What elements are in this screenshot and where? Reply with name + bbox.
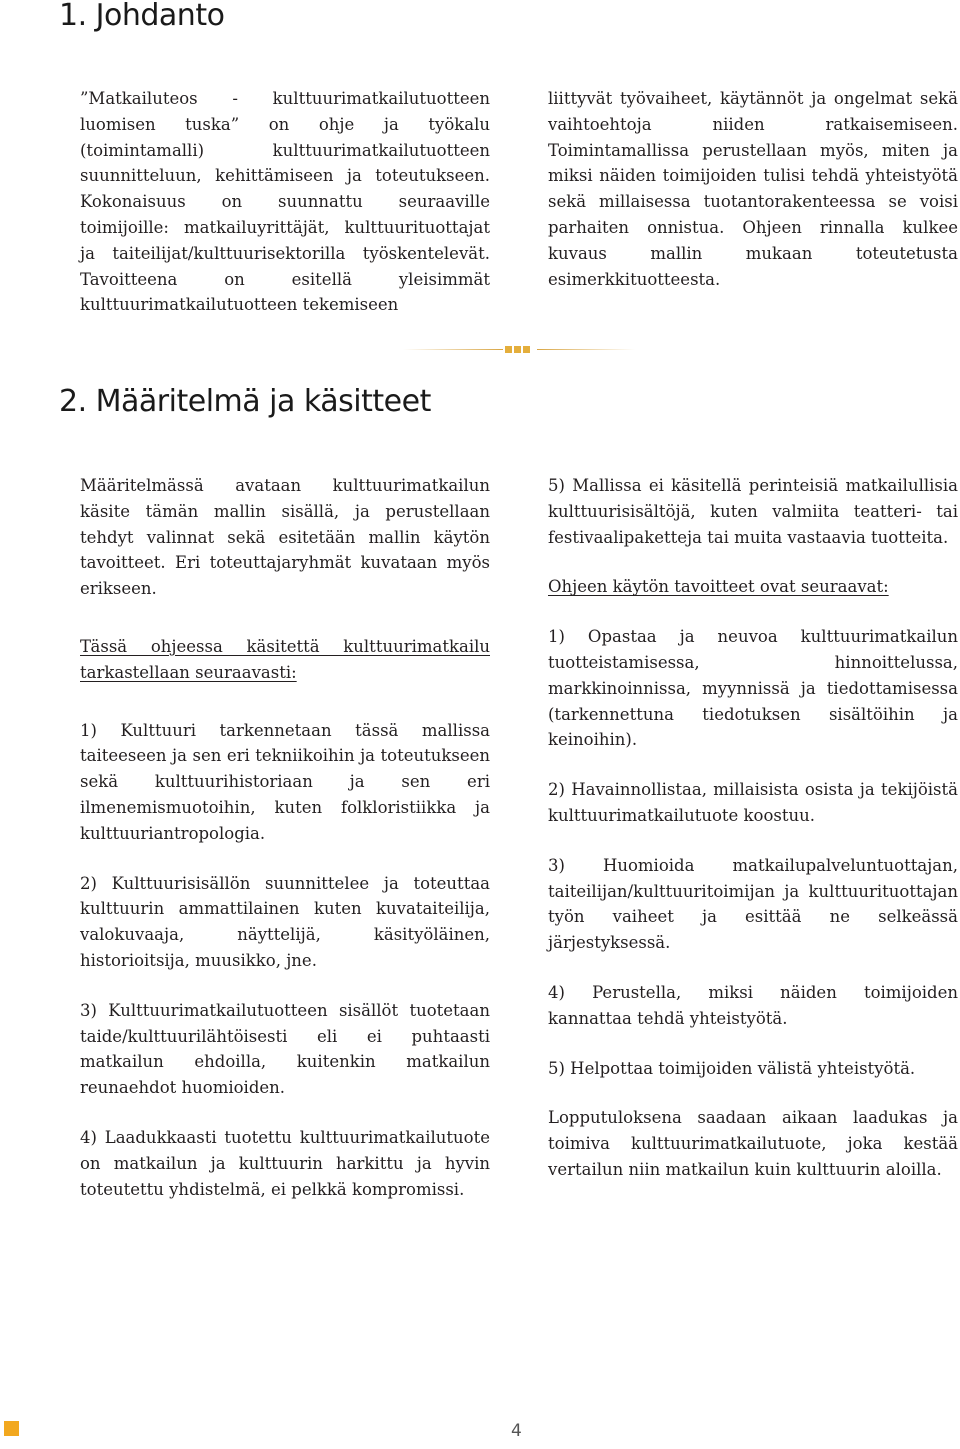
list-item: 4) Laadukkaasti tuotettu kulttuurimatkailutuote on matkailun ja kulttuurin harkittu ja hyvin toteutettu yhdistelmä, ei pelkkä kompromissi. — [80, 1127, 490, 1199]
list-item: 5) Mallissa ei käsitellä perinteisiä matkailullisia kulttuurisisältöjä, kuten valmiita teatteri- tai festivaalipaketteja tai muita vastaavia tuotteita. — [548, 476, 958, 547]
divider-line-right — [537, 349, 635, 350]
definition-intro: Määritelmässä avataan kulttuurimatkailun käsite tämän mallin sisällä, ja perustellaan tehdyt valinnat sekä esitetään mallin käytön tavoitteet. Eri toteuttajaryhmät kuvataan myös erikseen. — [80, 476, 490, 599]
goal-item: 1) Opastaa ja neuvoa kulttuurimatkailun tuotteistamisessa, hinnoittelussa, markkinoinnissa, myynnissä ja tiedottamisessa (tarkennettuna tiedotuksen sisältöihin ja keinoihin). — [548, 627, 958, 750]
divider-line-left — [403, 349, 503, 350]
section-2-title: 2. Määritelmä ja käsitteet — [59, 384, 431, 419]
section-1-title: 1. Johdanto — [59, 0, 225, 33]
definitions-left-column — [80, 473, 490, 1202]
subheading-concept: Tässä ohjeessa käsitettä kulttuurimatkailu tarkastellaan seuraavasti: — [80, 636, 490, 682]
intro-left-column — [80, 86, 490, 318]
page-number: 4 — [511, 1421, 522, 1441]
subheading-goals: Ohjeen käytön tavoitteet ovat seuraavat: — [548, 577, 889, 597]
divider-square-icon — [523, 346, 530, 353]
list-item: 1) Kulttuuri tarkennetaan tässä mallissa taiteeseen ja sen eri tekniikoihin ja toteutukseen sekä kulttuurihistoriaan ja sen eri ilmenemismuotoihin, kuten folkloristiikka ja kulttuuriantropologia. — [80, 720, 490, 843]
intro-paragraph-left: ”Matkailuteos - kulttuurimatkailutuotteen luomisen tuska” on ohje ja työkalu (toimintamalli) kulttuurimatkailutuotteen suunnitteluun, kehittämiseen ja toteutukseen. Kokonaisuus on suunnattu seuraaville toimijoille: matkailuyrittäjät, kulttuurituottajat ja taiteilijat/kulttuurisektorilla työskentelevät. Tavoitteena on esitellä yleisimmät kulttuurimatkailutuotteen tekemiseen — [80, 89, 490, 315]
ornament-divider — [403, 345, 635, 355]
footer-square-icon — [4, 1421, 19, 1436]
definitions-right-column — [548, 473, 958, 1183]
list-item: 2) Kulttuurisisällön suunnittelee ja toteuttaa kulttuurin ammattilainen kuten kuvataiteilija, valokuvaaja, näyttelijä, käsityöläinen, historioitsija, muusikko, jne. — [80, 873, 490, 970]
divider-square-icon — [505, 346, 512, 353]
intro-paragraph-right: liittyvät työvaiheet, käytännöt ja ongelmat sekä vaihtoehtoja niiden ratkaisemiseen. Toimintamallissa perustellaan myös, miten ja miksi näiden toimijoiden tulisi tehdä yhteistyötä sekä millaisessa tuotantorakenteessa se voisi parhaiten onnistua. Ohjeen rinnalla kulkee kuvaus mallin mukaan toteutetusta esimerkkituotteesta. — [548, 89, 958, 289]
goal-item: 4) Perustella, miksi näiden toimijoiden kannattaa tehdä yhteistyötä. — [548, 982, 958, 1028]
list-item: 3) Kulttuurimatkailutuotteen sisällöt tuotetaan taide/kulttuurilähtöisesti eli ei puhtaasti matkailun ehdoilla, kuitenkin matkailun reunaehdot huomioiden. — [80, 1000, 490, 1098]
goal-item: 3) Huomioida matkailupalveluntuottajan, taiteilijan/kulttuuritoimijan ja kulttuurituottajan työn vaiheet ja esittää ne selkeässä järjestyksessä. — [548, 855, 958, 953]
intro-right-column — [548, 86, 958, 292]
goal-item: 5) Helpottaa toimijoiden välistä yhteistyötä. — [548, 1058, 916, 1078]
divider-square-icon — [514, 346, 521, 353]
goal-item: 2) Havainnollistaa, millaisista osista ja tekijöistä kulttuurimatkailutuote koostuu. — [548, 780, 958, 825]
conclusion-paragraph: Lopputuloksena saadaan aikaan laadukas ja toimiva kulttuurimatkailutuote, joka kestää vertailun niin matkailun kuin kulttuurin aloilla. — [548, 1108, 958, 1179]
